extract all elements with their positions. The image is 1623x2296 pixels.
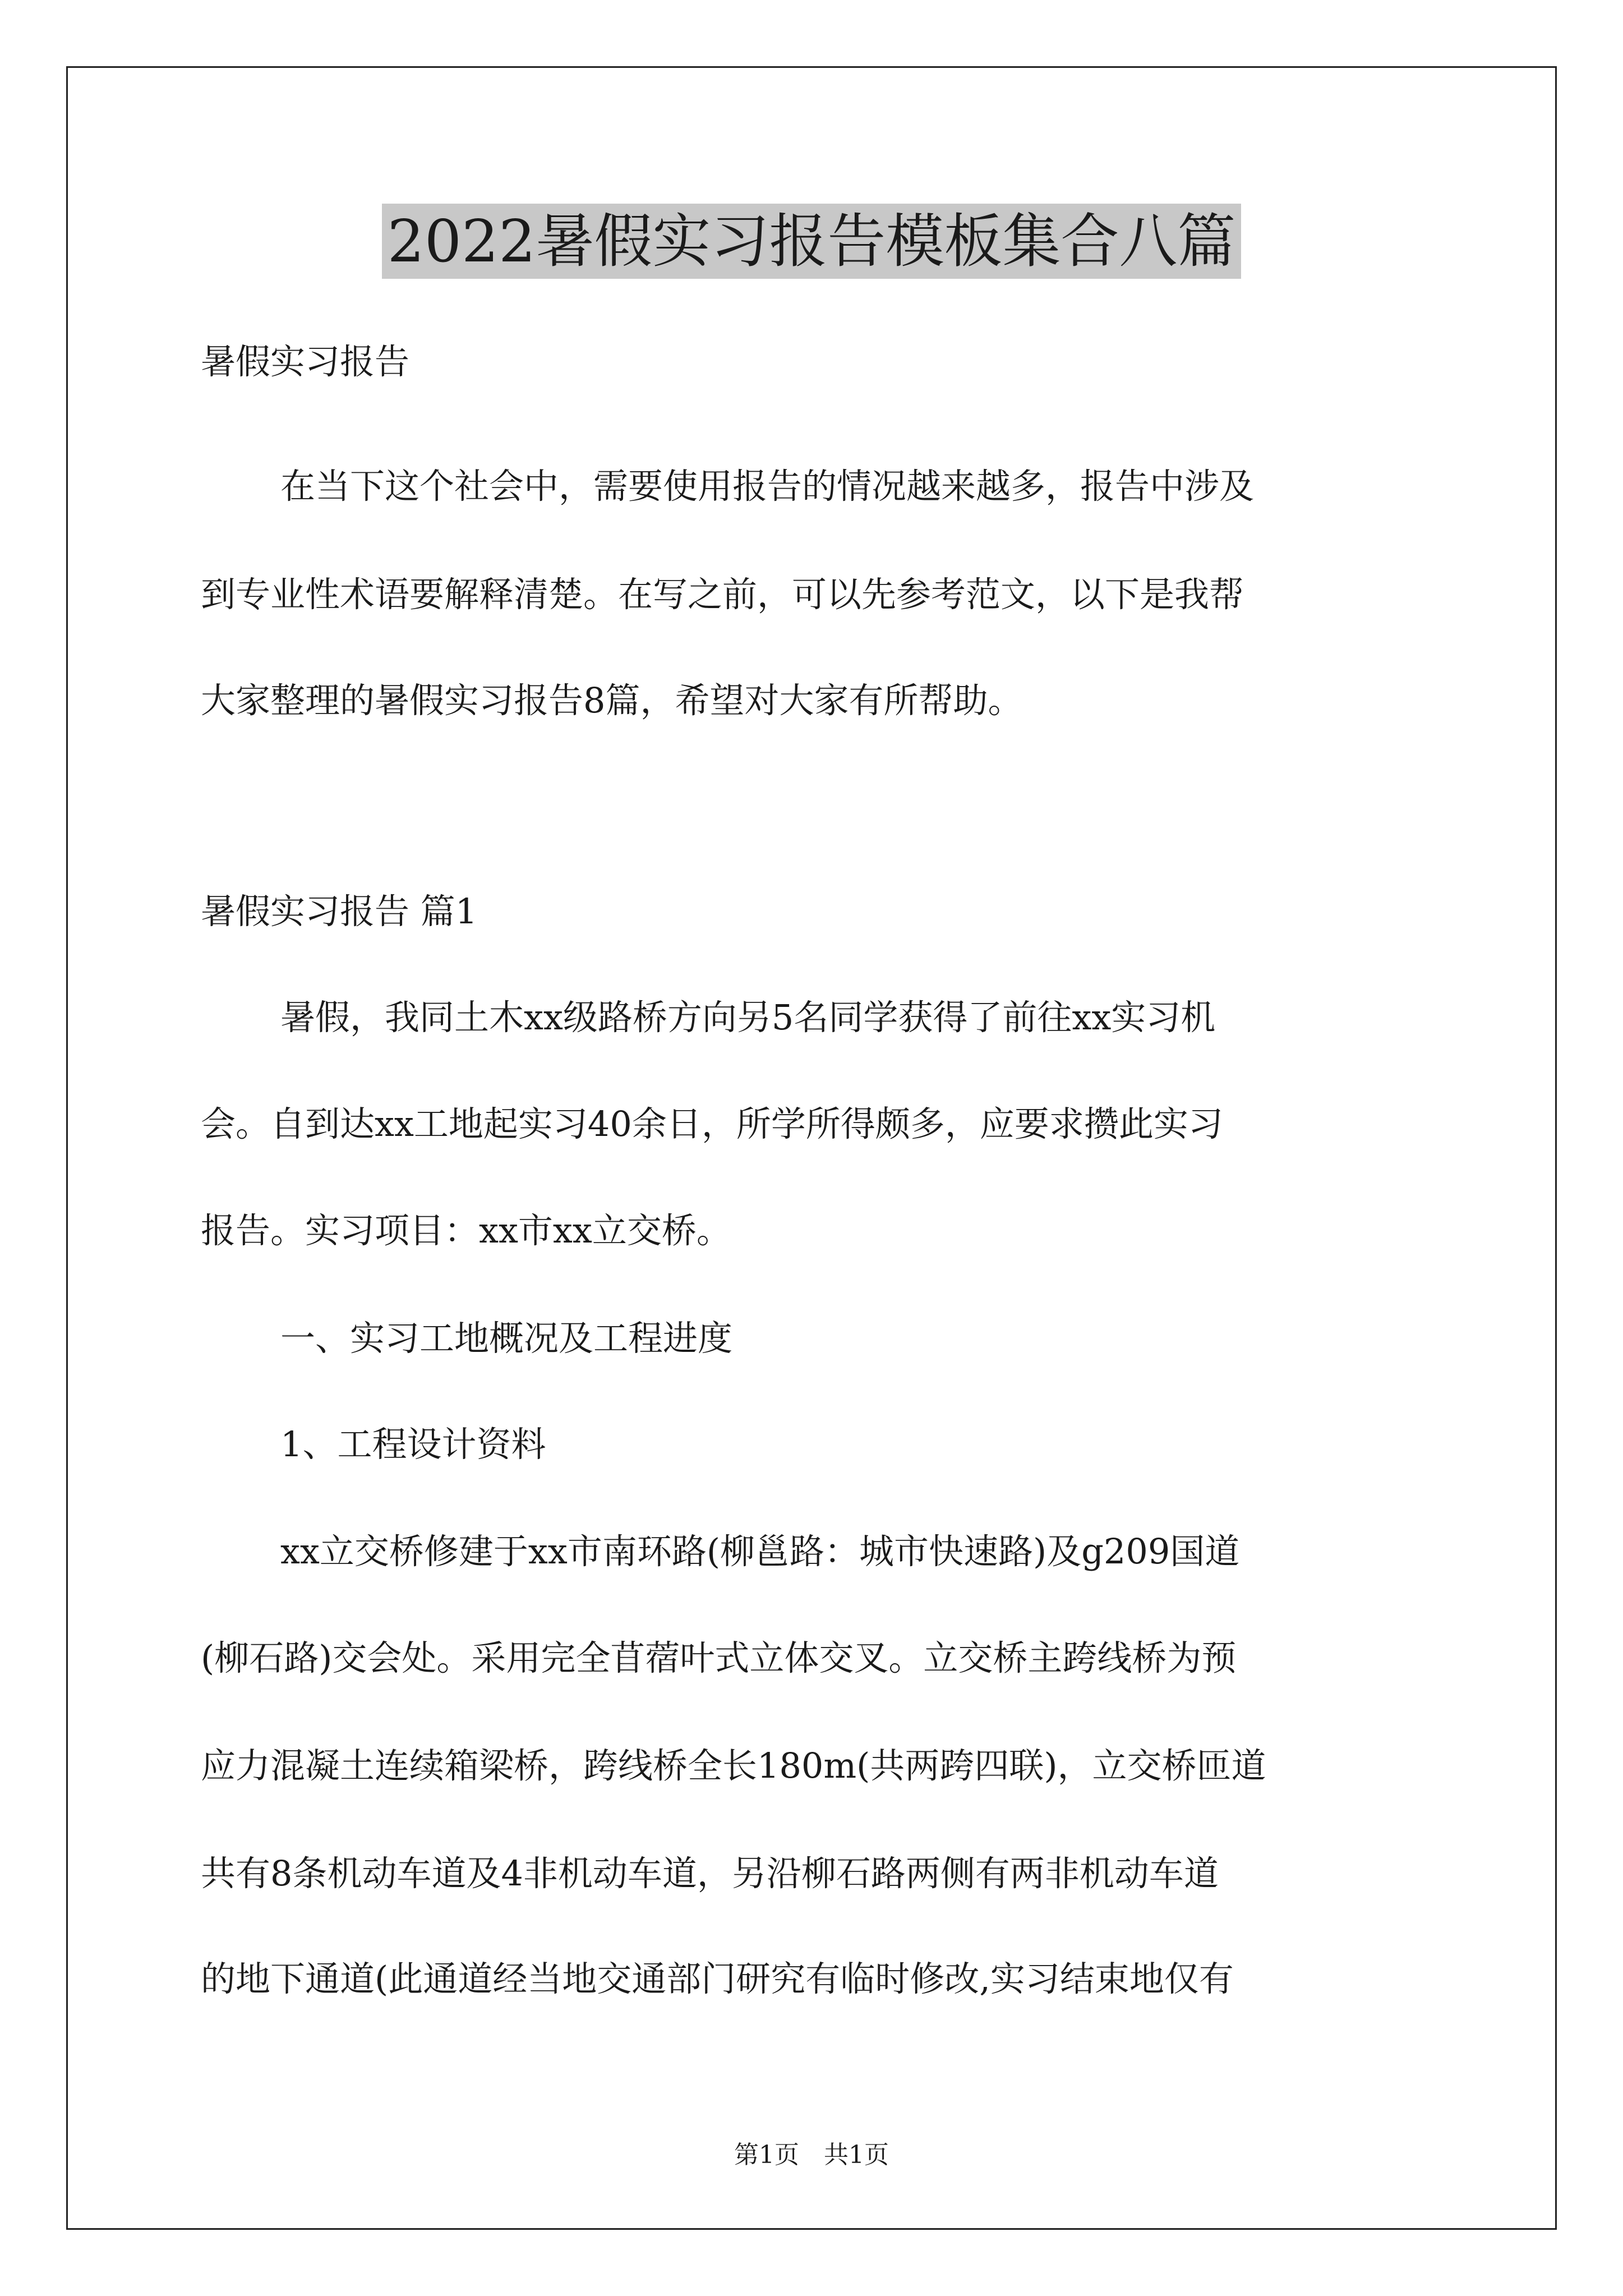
document-title — [0, 202, 1623, 280]
page-footer: 第1页 共1页 — [734, 2141, 889, 2169]
paragraph-line: 应力混凝土连续箱梁桥，跨线桥全长180m(共两跨四联)，立交桥匝道 — [201, 1745, 1266, 1786]
document-title-text: 2022暑假实习报告模板集合八篇 — [382, 204, 1242, 279]
paragraph-line: (柳石路)交会处。采用完全苜蓿叶式立体交叉。立交桥主跨线桥为预 — [201, 1637, 1237, 1678]
section-heading: 暑假实习报告 — [201, 341, 410, 382]
paragraph-line: 暑假，我同土木xx级路桥方向另5名同学获得了前往xx实习机 — [280, 997, 1216, 1038]
paragraph-line: 大家整理的暑假实习报告8篇，希望对大家有所帮助。 — [201, 680, 1023, 721]
section-heading: 暑假实习报告 篇1 — [201, 891, 478, 932]
paragraph-line: xx立交桥修建于xx市南环路(柳邕路：城市快速路)及g209国道 — [280, 1531, 1240, 1572]
subsection-heading: 一、实习工地概况及工程进度 — [280, 1318, 733, 1359]
paragraph-line: 会。自到达xx工地起实习40余日，所学所得颇多，应要求攒此实习 — [201, 1103, 1223, 1144]
subsection-heading: 1、工程设计资料 — [280, 1424, 546, 1465]
paragraph-line: 报告。实习项目：xx市xx立交桥。 — [201, 1210, 731, 1251]
paragraph-line: 共有8条机动车道及4非机动车道，另沿柳石路两侧有两非机动车道 — [201, 1853, 1219, 1894]
paragraph-line: 到专业性术语要解释清楚。在写之前，可以先参考范文，以下是我帮 — [201, 574, 1244, 615]
paragraph-line: 的地下通道(此通道经当地交通部门研究有临时修改,实习结束地仅有 — [201, 1958, 1234, 1999]
paragraph-line: 在当下这个社会中，需要使用报告的情况越来越多，报告中涉及 — [280, 466, 1255, 507]
